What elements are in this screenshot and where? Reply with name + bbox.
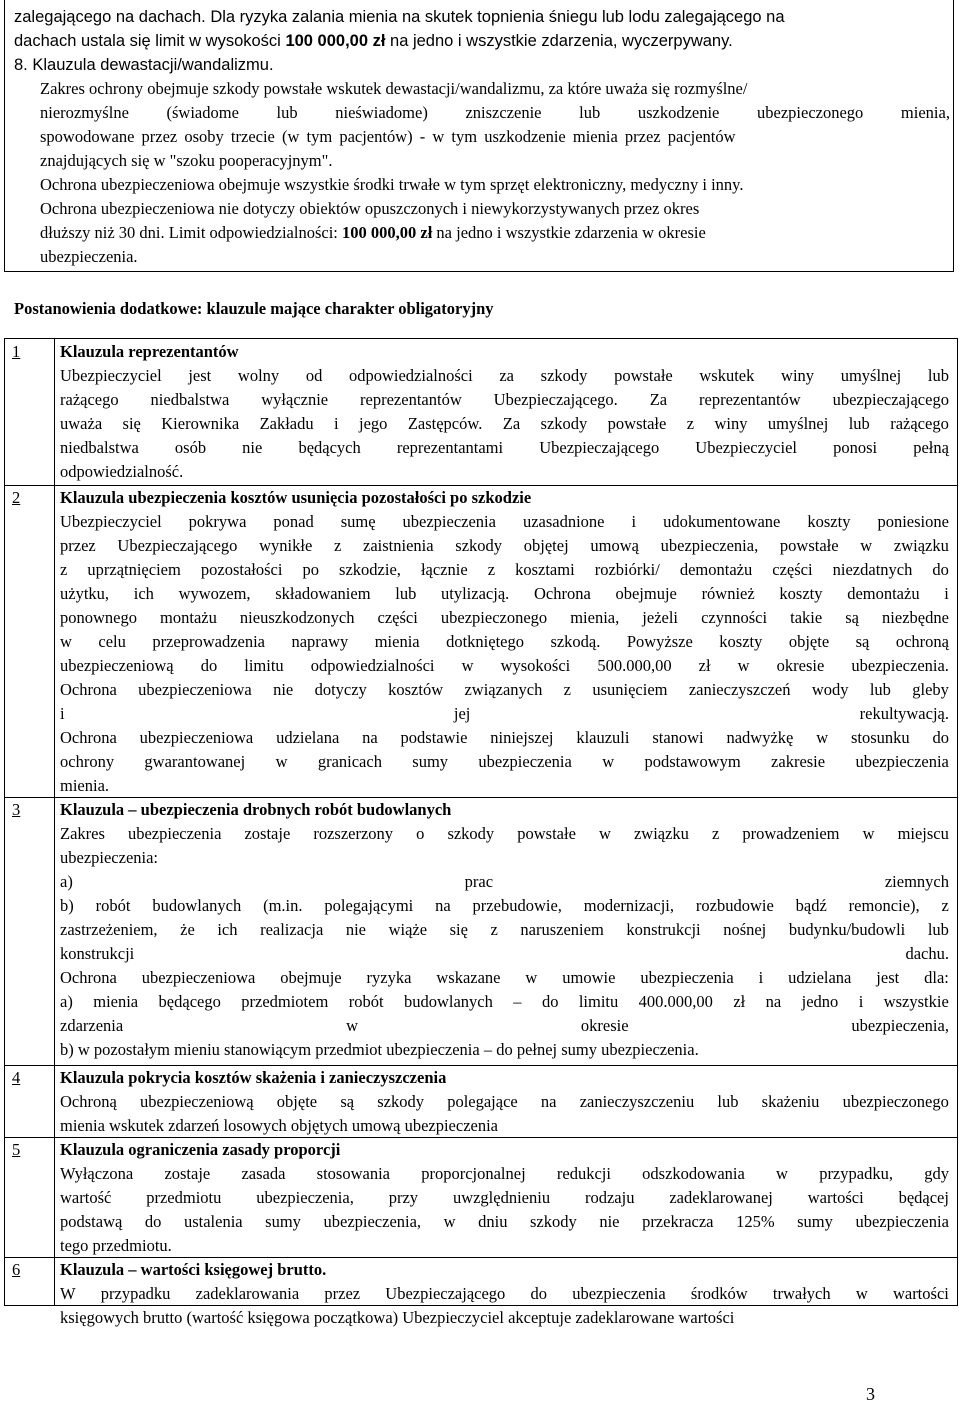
top-line-11: ubezpieczenia. [40,247,138,266]
clause-title: Klauzula ubezpieczenia kosztów usunięcia pozostałości po szkodzie [60,488,532,507]
clause-number: 3 [12,800,21,819]
clause-text-line: ubezpieczeniową do limitu odpowiedzialności w wysokości 500.000,00 zł w okresie ubezpieczenia. [60,656,949,675]
clause-text-line: mienia wskutek zdarzeń losowych objętych umową ubezpieczenia [60,1116,498,1135]
top-line-2 [14,29,733,53]
clause-number: 1 [12,342,21,361]
section-title: Postanowienia dodatkowe: klauzule mające charakter obligatoryjny [14,299,494,318]
clause-number: 6 [12,1260,21,1279]
top-line-8: Ochrona ubezpieczeniowa obejmuje wszystkie środki trwałe w tym sprzęt elektroniczny, medyczny i inny. [40,175,744,194]
clause-text-line: Ochrona ubezpieczeniowa obejmuje ryzyka wskazane w umowie ubezpieczenia i udzielana jest dla: [60,968,949,987]
clause-text-line: konstrukcji dachu. [60,944,949,963]
clause-text-line: ubezpieczenia: [60,848,159,867]
clause-text-line: i jej rekultywacją. [60,704,949,723]
top-line-5: nierozmyślne (świadome lub nieświadome) zniszczenie lub uszkodzenie ubezpieczonego mienia, [40,103,950,122]
clause-text-line: podstawą do ustalenia sumy ubezpieczenia, w dniu szkody nie przekracza 125% sumy ubezpieczenia [60,1212,949,1231]
clause-text-line: mienia. [60,776,110,795]
clause-text-line: Ubezpieczyciel pokrywa ponad sumę ubezpieczenia uzasadnione i udokumentowane koszty poniesione [60,512,949,531]
clause-text-line: b) w pozostałym mieniu stanowiącym przedmiot ubezpieczenia – do pełnej sumy ubezpieczenia. [60,1040,699,1059]
clause-title: Klauzula reprezentantów [60,342,239,361]
clause-text-line: Ubezpieczyciel jest wolny od odpowiedzialności za szkody powstałe wskutek winy umyślnej lub [60,366,949,385]
clause-text-line: b) robót budowlanych (m.in. polegającymi na przebudowie, modernizacji, rozbudowie bądź remoncie), z [60,896,949,915]
vandalism-limit-value: 100 000,00 zł [342,223,433,242]
page-number: 3 [866,1384,875,1404]
clause-text-line: w celu przeprowadzenia naprawy mienia dotkniętego szkodą. Powyższe koszty objęte są ochroną [60,632,949,651]
clause-text-line: ponownego montażu nieuszkodzonych części ubezpieczonego mienia, jeżeli czynności takie są niezbędne [60,608,949,627]
clause-text-line: wartość przedmiotu ubezpieczenia, przy uwzględnieniu rodzaju zadeklarowanej wartości będącej [60,1188,949,1207]
clause-text-line: uważa się Kierownika Zakładu i jego Zastępców. Za szkody powstałe z winy umyślnej lub rażącego [60,414,949,433]
clause-number: 5 [12,1140,21,1159]
clause-text-line: z uprzątnięciem pozostałości po szkodzie, łącznie z kosztami rozbiórki/ demontażu części niezdatnych do [60,560,949,579]
clause-title: Klauzula ograniczenia zasady proporcji [60,1140,341,1159]
clause-text-line: Zakres ubezpieczenia zostaje rozszerzony o szkody powstałe w związku z prowadzeniem w miejscu [60,824,949,843]
clause-text-line: Ochrona ubezpieczeniowa nie dotyczy kosztów związanych z usunięciem zanieczyszczeń wody lub gleby [60,680,949,699]
clause-text-line: ochrony gwarantowanej w granicach sumy ubezpieczenia w podstawowym zakresie ubezpieczenia [60,752,949,771]
clause-text-line: a) mienia będącego przedmiotem robót budowlanych – do limitu 400.000,00 zł na jedno i wszystkie [60,992,949,1011]
clause-8-heading: 8. Klauzula dewastacji/wandalizmu. [14,56,274,74]
clause-text-line: tego przedmiotu. [60,1236,172,1255]
clause-text-line: odpowiedzialność. [60,462,184,481]
clause-text-line: Ochrona ubezpieczeniowa udzielana na podstawie niniejszej klauzuli stanowi nadwyżkę w stosunku do [60,728,949,747]
top-line-9: Ochrona ubezpieczeniowa nie dotyczy obiektów opuszczonych i niewykorzystywanych przez okres [40,199,700,218]
clause-text-line: zastrzeżeniem, że ich realizacja nie wiąże się z naruszeniem konstrukcji nośnej budynku/budowli lub [60,920,949,939]
top-line-10: dłuższy niż 30 dni. Limit odpowiedzialności: 100 000,00 zł na jedno i wszystkie zdarzenia w okresie [40,223,706,242]
clause-title: Klauzula pokrycia kosztów skażenia i zanieczyszczenia [60,1068,447,1087]
table-column-divider [54,338,55,1306]
clause-text-line: W przypadku zadeklarowania przez Ubezpieczającego do ubezpieczenia środków trwałych w wartości [60,1284,949,1303]
clause-number: 4 [12,1068,21,1087]
clause-text-line: zdarzenia w okresie ubezpieczenia, [60,1016,949,1035]
clause-title: Klauzula – ubezpieczenia drobnych robót budowlanych [60,800,452,819]
clause-text-line: Wyłączona zostaje zasada stosowania proporcjonalnej redukcji odszkodowania w przypadku, gdy [60,1164,949,1183]
top-line-4: Zakres ochrony obejmuje szkody powstałe wskutek dewastacji/wandalizmu, za które uważa się rozmyślne/ [40,79,748,98]
clause-text-line: a) prac ziemnych [60,872,949,891]
top-line-7: znajdujących się w "szoku pooperacyjnym". [40,151,333,170]
clause-number: 2 [12,488,21,507]
top-line-2-text: dachach ustala się limit w wysokości [14,32,286,50]
clause-text-line: niedbalstwa osób nie będących reprezentantami Ubezpieczającego Ubezpieczyciel ponosi pełną [60,438,949,457]
top-line-2-tail: na jedno i wszystkie zdarzenia, wyczerpywany. [385,32,733,50]
clause-text-line: przez Ubezpieczającego wynikłe z zaistnienia szkody objętej umową ubezpieczenia, powstałe w związku [60,536,949,555]
top-line-6: spowodowane przez osoby trzecie (w tym pacjentów) - w tym uszkodzenie mienia przez pacjentów [40,127,736,146]
clause-text-line: rażącego niedbalstwa wyłącznie reprezentantów Ubezpieczającego. Za reprezentantów ubezpieczającego [60,390,949,409]
clause-text-line: księgowych brutto (wartość księgowa początkowa) Ubezpieczyciel akceptuje zadeklarowane wartości [60,1308,735,1327]
flood-limit-value: 100 000,00 zł [285,32,386,50]
top-line-1: zalegającego na dachach. Dla ryzyka zalania mienia na skutek topnienia śniegu lub lodu zalegającego na [14,8,785,26]
clause-title: Klauzula – wartości księgowej brutto. [60,1260,327,1279]
clause-text-line: Ochroną ubezpieczeniową objęte są szkody polegające na zanieczyszczeniu lub skażeniu ubezpieczonego [60,1092,949,1111]
clause-text-line: użytku, ich wywozem, składowaniem lub utylizacją. Ochrona obejmuje również koszty demontażu i [60,584,949,603]
